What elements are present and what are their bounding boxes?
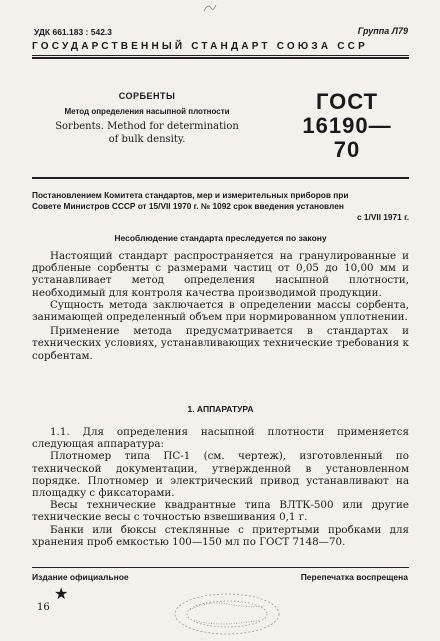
- intro-text: [32, 250, 409, 362]
- english-title-line2: of bulk density.: [108, 134, 186, 145]
- decree-line3: с 1/VII 1971 г.: [357, 212, 409, 222]
- section1-text: [32, 426, 409, 548]
- library-stamp: [168, 586, 286, 636]
- intro-paragraph: Сущность метода заключается в определении массы сорбента, занимающей определенный объем при нормированном уплотнении.: [32, 298, 409, 324]
- document-title: СОРБЕНТЫ: [118, 91, 176, 101]
- intro-paragraph: Применение метода предусматривается в стандартах и технических условиях, устанавливающих технические требования к сорбентам.: [32, 325, 409, 362]
- page-number: 16: [37, 602, 50, 613]
- header-rule: [32, 55, 409, 56]
- decree-line2: Совете Министров СССР от 15/VII 1970 г. № 1092 срок введения установлен: [32, 201, 344, 211]
- section-heading: 1. АППАРАТУРА: [187, 404, 254, 414]
- intro-paragraph: Настоящий стандарт распространяется на гранулированные и дробленые сорбенты с размерами частиц от 0,05 до 10,00 мм и устанавливает метод определения насыпной плотности, необходимый для контроля качества производимой продукции.: [32, 250, 409, 299]
- gost-designation: [292, 90, 402, 162]
- section-paragraph: Плотномер типа ПС-1 (см. чертеж), изготовленный по технической документации, утвержденной в установленном порядке. Плотномер и электрический привод устанавливают на площадку с фиксаторами.: [32, 450, 409, 500]
- group-code: Группа Л79: [357, 26, 408, 36]
- footer-rule: [32, 567, 409, 568]
- gost-label: ГОСТ: [315, 89, 379, 114]
- title-rule: [32, 177, 409, 179]
- law-warning: Несоблюдение стандарта преследуется по закону: [114, 233, 327, 243]
- document-subtitle: Метод определения насыпной плотности: [64, 107, 230, 116]
- decree-line1: Постановлением Комитета стандартов, мер и измерительных приборов при: [32, 190, 349, 200]
- english-title-line1: Sorbents. Method for determination: [55, 121, 239, 132]
- star-icon: ★: [54, 584, 69, 603]
- standard-header: ГОСУДАРСТВЕННЫЙ СТАНДАРТ СОЮЗА ССР: [32, 41, 368, 52]
- gost-number: 16190—70: [302, 113, 392, 162]
- section-paragraph: Банки или бюксы стеклянные с притертыми пробками для хранения проб емкостью 100—150 мл по ГОСТ 7148—70.: [32, 523, 409, 548]
- english-title: [32, 120, 262, 146]
- decree-block: [32, 190, 409, 223]
- reprint-prohibited-label: Перепечатка воспрещена: [300, 572, 408, 582]
- udk-code: УДК 661.183 : 542.3: [34, 27, 113, 37]
- official-edition-label: Издание официальное: [32, 572, 129, 582]
- header-rule-double: [32, 57, 409, 59]
- section-paragraph: 1.1. Для определения насыпной плотности применяется следующая аппаратура:: [32, 426, 409, 451]
- section-paragraph: Весы технические квадрантные типа ВЛТК-500 или другие технические весы с точностью взвешивания 0,1 г.: [32, 499, 409, 524]
- pencil-mark: [202, 2, 218, 14]
